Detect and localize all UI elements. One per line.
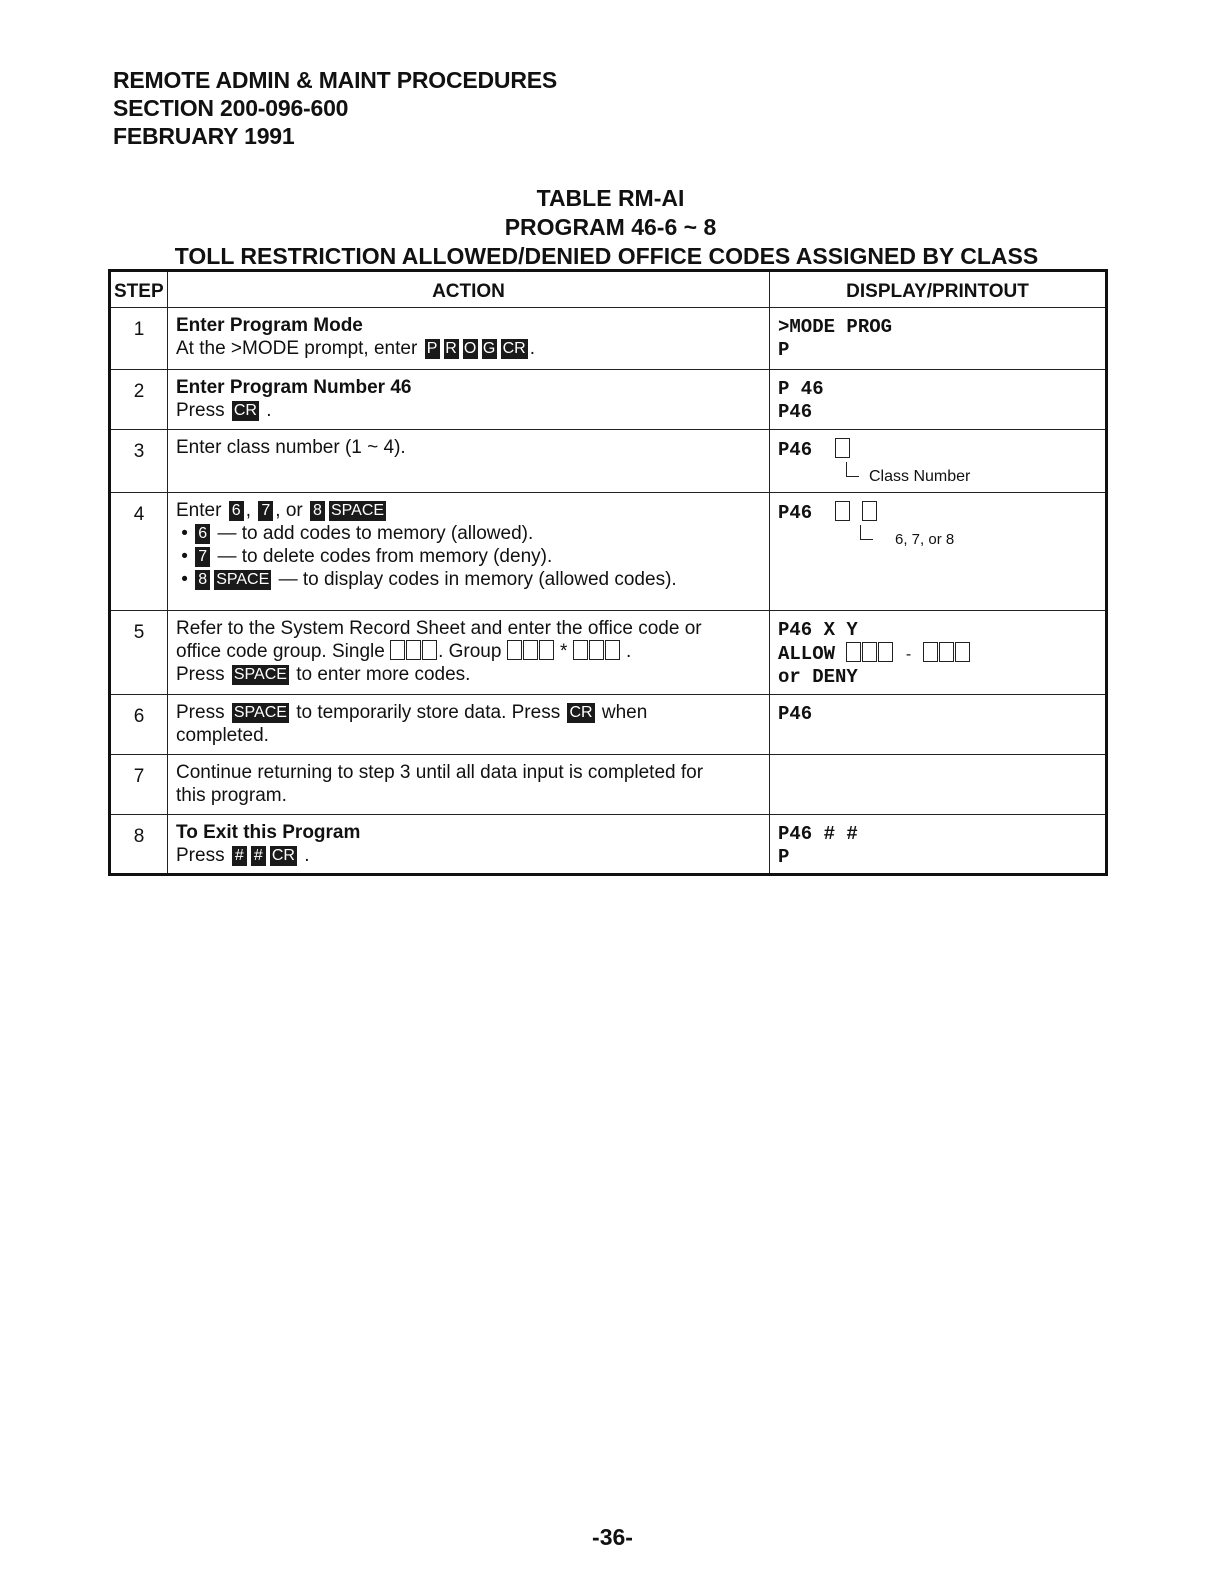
step-number: 5 bbox=[110, 611, 168, 695]
separator: , bbox=[245, 500, 251, 521]
action-text: Press bbox=[176, 702, 225, 723]
table-row bbox=[110, 815, 1107, 875]
procedure-table bbox=[108, 269, 1108, 876]
page-number: -36- bbox=[592, 1524, 633, 1550]
display-line: P46 bbox=[778, 703, 813, 725]
action-line: Continue returning to step 3 until all data input is completed for bbox=[176, 762, 704, 783]
action-line bbox=[176, 663, 761, 686]
key-6: 6 bbox=[229, 501, 244, 521]
action-text: to enter more codes. bbox=[296, 664, 471, 685]
table-row bbox=[110, 308, 1107, 370]
step-number: 8 bbox=[110, 815, 168, 875]
key-p: P bbox=[425, 339, 440, 359]
key-8: 8 bbox=[310, 501, 325, 521]
entry-box bbox=[422, 640, 437, 660]
action-text: when bbox=[601, 702, 648, 723]
display-cell bbox=[770, 815, 1107, 875]
display-text: P46 bbox=[778, 439, 813, 461]
display-cell bbox=[770, 308, 1107, 370]
key-7: 7 bbox=[195, 547, 210, 567]
key-cr: CR bbox=[233, 402, 257, 419]
entry-box bbox=[390, 640, 405, 660]
entry-box bbox=[862, 642, 877, 662]
bullet-text: — to display codes in memory (allowed codes). bbox=[278, 569, 677, 590]
program-title: PROGRAM 46-6 ~ 8 bbox=[504, 214, 717, 240]
action-line bbox=[176, 844, 761, 867]
display-note-line bbox=[778, 525, 1097, 551]
action-cell bbox=[168, 755, 770, 815]
key-hash: # bbox=[232, 846, 247, 866]
action-line bbox=[176, 399, 761, 422]
action-cell bbox=[168, 493, 770, 611]
action-end: . bbox=[625, 641, 632, 662]
entry-box bbox=[406, 640, 421, 660]
table-row bbox=[110, 430, 1107, 493]
bullet-item: • 7 — to delete codes from memory (deny). bbox=[176, 546, 553, 567]
action-text: Press bbox=[176, 400, 225, 421]
key-8: 8 bbox=[195, 570, 210, 590]
display-line bbox=[778, 438, 1097, 462]
entry-box bbox=[507, 640, 522, 660]
key-cr: CR bbox=[271, 847, 295, 864]
step-number: 1 bbox=[110, 308, 168, 370]
entry-box bbox=[539, 640, 554, 660]
action-line: this program. bbox=[176, 785, 287, 806]
display-line: P bbox=[778, 339, 790, 361]
key-7: 7 bbox=[258, 501, 273, 521]
bullet-text: — to add codes to memory (allowed). bbox=[217, 523, 534, 544]
action-title: Enter Program Mode bbox=[176, 315, 363, 336]
action-text: Enter bbox=[176, 500, 222, 521]
bullet-text: — to delete codes from memory (deny). bbox=[217, 546, 553, 567]
entry-box bbox=[955, 642, 970, 662]
action-cell bbox=[168, 611, 770, 695]
key-hash: # bbox=[251, 846, 266, 866]
entry-box bbox=[589, 640, 604, 660]
display-line: P46 # # bbox=[778, 823, 858, 845]
asterisk: * bbox=[560, 641, 568, 662]
entry-box bbox=[573, 640, 588, 660]
action-line bbox=[176, 499, 761, 522]
header-step: STEP bbox=[110, 271, 168, 308]
action-cell bbox=[168, 695, 770, 755]
table-row bbox=[110, 370, 1107, 430]
action-end: . bbox=[304, 845, 310, 866]
key-r: R bbox=[445, 340, 457, 357]
display-cell bbox=[770, 755, 1107, 815]
table-id: TABLE RM-AI bbox=[536, 185, 685, 211]
separator: , or bbox=[275, 500, 303, 521]
key-space: SPACE bbox=[331, 502, 385, 519]
display-cell bbox=[770, 695, 1107, 755]
action-cell bbox=[168, 430, 770, 493]
table-row bbox=[110, 493, 1107, 611]
action-end: . bbox=[529, 338, 535, 359]
step-number: 2 bbox=[110, 370, 168, 430]
action-title: Enter Program Number 46 bbox=[176, 377, 412, 398]
display-line: >MODE PROG bbox=[778, 316, 893, 338]
entry-box bbox=[835, 438, 850, 458]
key-space: SPACE bbox=[233, 666, 287, 683]
display-cell bbox=[770, 493, 1107, 611]
display-text: P46 bbox=[778, 502, 813, 524]
action-text: Press bbox=[176, 664, 225, 685]
header-action: ACTION bbox=[168, 271, 770, 308]
display-line: or DENY bbox=[778, 666, 858, 688]
action-line: completed. bbox=[176, 725, 269, 746]
entry-box bbox=[523, 640, 538, 660]
document-header bbox=[113, 66, 557, 150]
action-text: At the >MODE prompt, enter bbox=[176, 338, 418, 359]
entry-box bbox=[835, 501, 850, 521]
header-line-2: SECTION 200-096-600 bbox=[113, 95, 349, 121]
display-line bbox=[778, 501, 1097, 525]
entry-box bbox=[605, 640, 620, 660]
action-title: To Exit this Program bbox=[176, 822, 361, 843]
entry-box bbox=[846, 642, 861, 662]
step-number: 6 bbox=[110, 695, 168, 755]
step-number: 3 bbox=[110, 430, 168, 493]
key-g: G bbox=[482, 340, 496, 357]
table-row bbox=[110, 695, 1107, 755]
action-line bbox=[176, 337, 761, 360]
display-line: P 46 bbox=[778, 378, 824, 400]
table-row bbox=[110, 755, 1107, 815]
key-o: O bbox=[463, 340, 477, 357]
entry-box bbox=[923, 642, 938, 662]
header-line-1: REMOTE ADMIN & MAINT PROCEDURES bbox=[113, 67, 558, 93]
action-end: . bbox=[266, 400, 272, 421]
action-text: . Group bbox=[438, 641, 502, 662]
header-display: DISPLAY/PRINTOUT bbox=[770, 271, 1107, 308]
table-titles bbox=[0, 184, 1225, 271]
bullet-item: • 6 — to add codes to memory (allowed). bbox=[176, 523, 534, 544]
dash: - bbox=[905, 646, 912, 663]
display-note: 6, 7, or 8 bbox=[895, 531, 955, 548]
action-cell bbox=[168, 815, 770, 875]
action-cell bbox=[168, 308, 770, 370]
bracket-mark bbox=[846, 462, 859, 477]
action-text: to temporarily store data. Press bbox=[296, 702, 561, 723]
entry-box bbox=[862, 501, 877, 521]
key-space: SPACE bbox=[216, 571, 270, 588]
step-number: 4 bbox=[110, 493, 168, 611]
bullet-item: • 8 SPACE — to display codes in memory (allowed codes). bbox=[176, 569, 677, 590]
action-line bbox=[176, 701, 761, 724]
display-cell bbox=[770, 611, 1107, 695]
display-line: P bbox=[778, 846, 790, 868]
action-cell bbox=[168, 370, 770, 430]
action-text: Press bbox=[176, 845, 225, 866]
display-cell bbox=[770, 370, 1107, 430]
display-line bbox=[778, 642, 1097, 666]
key-cr: CR bbox=[569, 704, 593, 721]
display-line: P46 X Y bbox=[778, 619, 858, 641]
key-space: SPACE bbox=[233, 704, 287, 721]
key-cr: CR bbox=[502, 340, 526, 357]
entry-box bbox=[939, 642, 954, 662]
header-line-3: FEBRUARY 1991 bbox=[113, 123, 295, 149]
display-text: ALLOW bbox=[778, 643, 836, 665]
step-number: 7 bbox=[110, 755, 168, 815]
action-text: office code group. Single bbox=[176, 641, 385, 662]
entry-box bbox=[878, 642, 893, 662]
bracket-mark bbox=[860, 525, 873, 540]
table-row bbox=[110, 611, 1107, 695]
action-line bbox=[176, 640, 761, 663]
display-cell bbox=[770, 430, 1107, 493]
subject-title: TOLL RESTRICTION ALLOWED/DENIED OFFICE CODES ASSIGNED BY CLASS bbox=[174, 243, 1039, 269]
display-note-line bbox=[778, 462, 1097, 488]
key-6: 6 bbox=[195, 524, 210, 544]
action-line: Refer to the System Record Sheet and enter the office code or bbox=[176, 618, 702, 639]
table-header-row bbox=[110, 271, 1107, 308]
display-note: Class Number bbox=[869, 468, 971, 485]
display-line: P46 bbox=[778, 401, 813, 423]
action-text: Enter class number (1 ~ 4). bbox=[176, 437, 406, 458]
